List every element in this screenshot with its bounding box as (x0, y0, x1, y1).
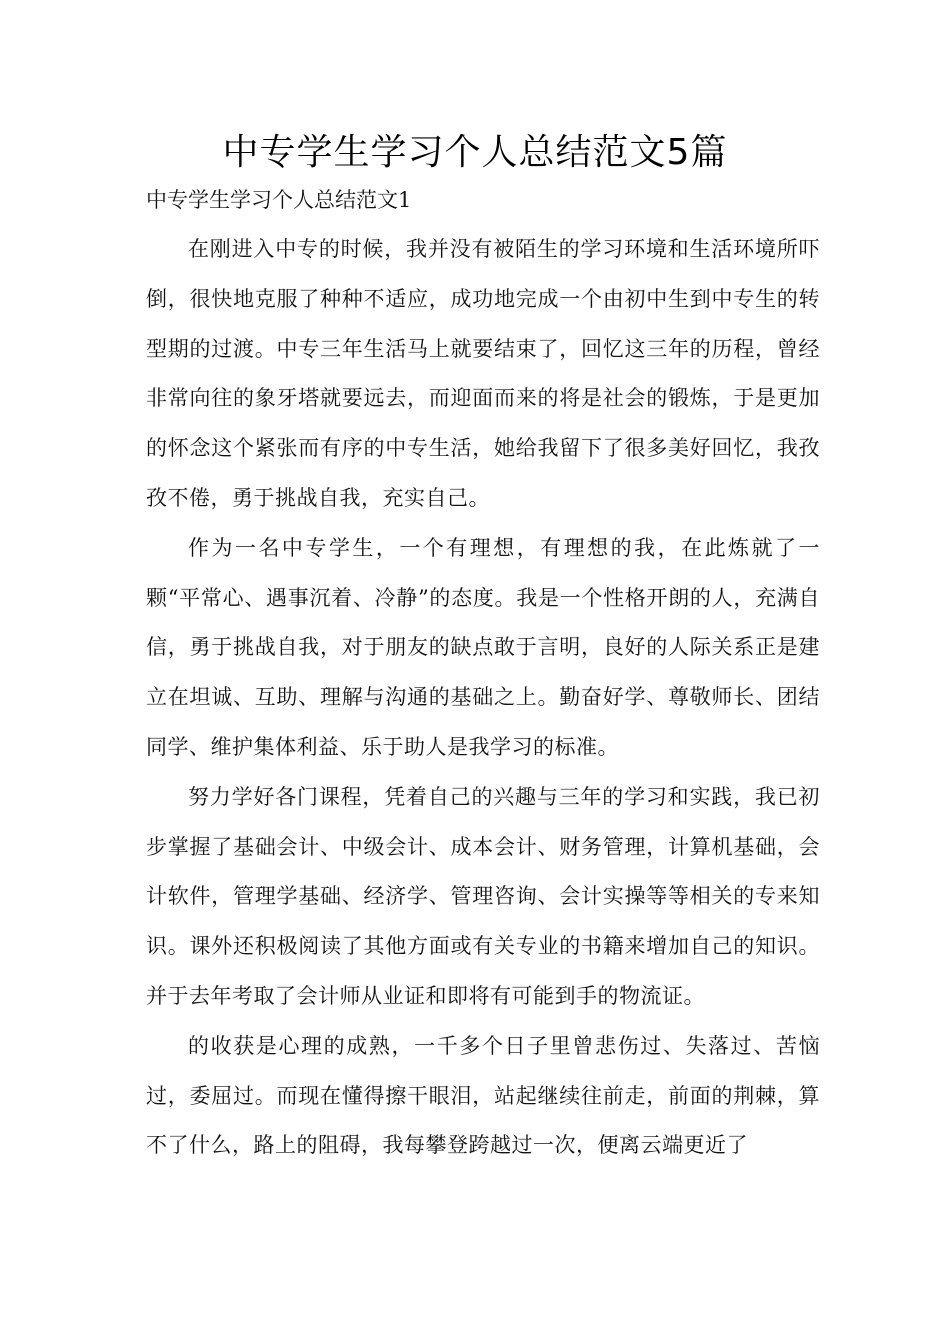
paragraph: 在刚进入中专的时候，我并没有被陌生的学习环境和生活环境所吓倒，很快地克服了种种不适应，成功地完成一个由初中生到中专生的转型期的过渡。中专三年生活马上就要结束了，回忆这三年的历程，曾经非常向往的象牙塔就要远去，而迎面而来的将是社会的锻炼，于是更加的怀念这个紧张而有序的中专生活，她给我留下了很多美好回忆，我孜孜不倦，勇于挑战自我，充实自己。 (146, 237, 820, 510)
section-heading: 中专学生学习个人总结范文1 (146, 188, 412, 212)
paragraph: 努力学好各门课程，凭着自己的兴趣与三年的学习和实践，我已初步掌握了基础会计、中级会计、成本会计、财务管理，计算机基础，会计软件，管理学基础、经济学、管理咨询、会计实操等等相关的专来知识。课外还积极阅读了其他方面或有关专业的书籍来增加自己的知识。并于去年考取了会计师从业证和即将有可能到手的物流证。 (146, 784, 820, 1008)
paragraph: 作为一名中专学生，一个有理想，有理想的我，在此炼就了一颗“平常心、遇事沉着、冷静”的态度。我是一个性格开朗的人，充满自信，勇于挑战自我，对于朋友的缺点敢于言明，良好的人际关系正是建立在坦诚、互助、理解与沟通的基础之上。勤奋好学、尊敬师长、团结同学、维护集体利益、乐于助人是我学习的标准。 (146, 535, 820, 759)
document-title: 中专学生学习个人总结范文5篇 (222, 132, 728, 173)
paragraph: 的收获是心理的成熟，一千多个日子里曾悲伤过、失落过、苦恼过，委屈过。而现在懂得擦干眼泪，站起继续往前走，前面的荆棘，算不了什么，路上的阻碍，我每攀登跨越过一次，便离云端更近了 (146, 1033, 820, 1158)
document-body (146, 225, 820, 1171)
